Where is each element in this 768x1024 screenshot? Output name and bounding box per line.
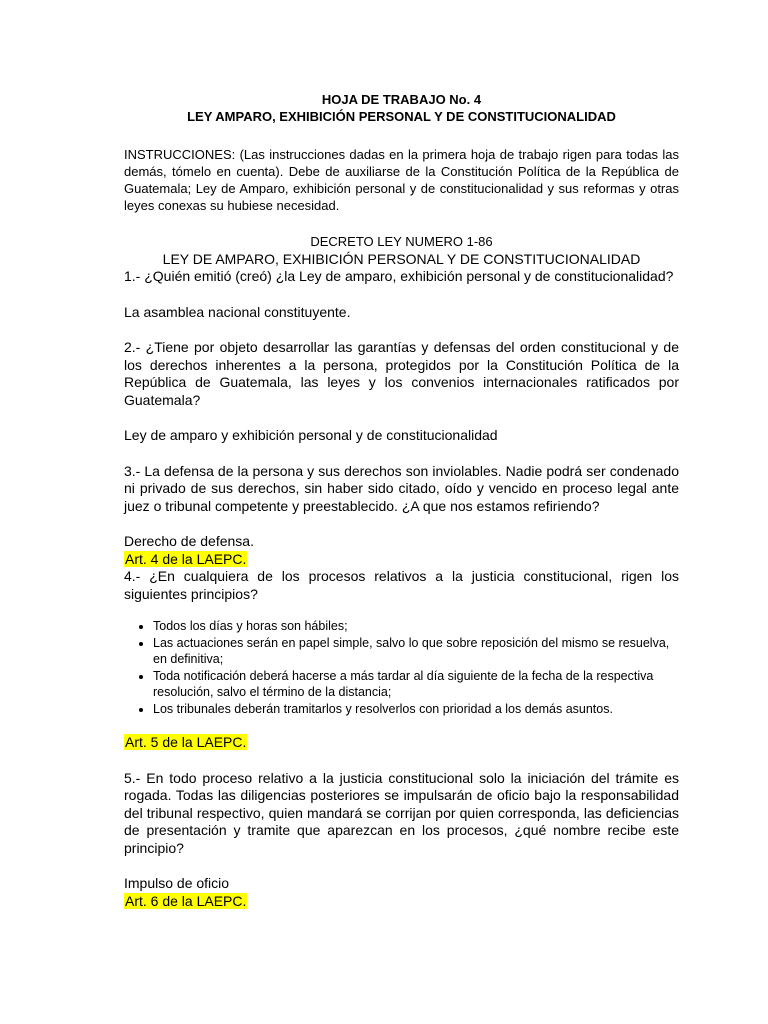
answer-2: Ley de amparo y exhibición personal y de constitucionalidad xyxy=(124,427,498,443)
reference-3 xyxy=(124,551,679,569)
reference-4 xyxy=(124,734,679,752)
answer-1: La asamblea nacional constituyente. xyxy=(124,303,351,320)
list-item: • Las actuaciones serán en papel simple, salvo lo que sobre reposición del mismo se resuelva, en definitiva; xyxy=(153,635,679,668)
answer-3: Derecho de defensa. xyxy=(124,533,254,549)
question-3: 3.- La defensa de la persona y sus derechos son inviolables. Nadie podrá ser condenado ni privado de sus derechos, sin haber sido citado, oído y vencido en proceso legal ante juez o tribunal competente y preestablecido. ¿A que nos estamos refiriendo? xyxy=(124,462,679,514)
decree-law-name: LEY DE AMPARO, EXHIBICIÓN PERSONAL Y DE CONSTITUCIONALIDAD xyxy=(162,251,641,267)
list-item: • Toda notificación deberá hacerse a más tardar al día siguiente de la fecha de la respectiva resolución, salvo el término de la distancia; xyxy=(153,668,679,701)
question-4: 4.- ¿En cualquiera de los procesos relativos a la justicia constitucional, rigen los siguientes principios? xyxy=(124,568,679,602)
question-2: 2.- ¿Tiene por objeto desarrollar las garantías y defensas del orden constitucional y de los derechos inherentes a la persona, protegidos por la Constitución Política de la República de Guatemala, las leyes y los convenios internacionales ratificados por Guatemala? xyxy=(124,339,679,408)
principles-list xyxy=(124,618,679,717)
highlighted-reference: Art. 5 de la LAEPC. xyxy=(125,734,247,750)
decree-number: DECRETO LEY NUMERO 1-86 xyxy=(310,234,493,249)
document-body xyxy=(124,91,679,910)
question-1: 1.- ¿Quién emitió (creó) ¿la Ley de amparo, exhibición personal y de constitucionalidad? xyxy=(124,268,674,284)
answer-5: Impulso de oficio xyxy=(124,875,230,891)
instructions-paragraph: INSTRUCCIONES: (Las instrucciones dadas en la primera hoja de trabajo rigen para todas las demás, tómelo en cuenta). Debe de auxiliarse de la Constitución Política de la República de Guatemala; Ley de Amparo, exhibición personal y de constitucionalidad y sus reformas y otras leyes conexas su hubiese necesidad. xyxy=(124,147,679,213)
list-item: • Todos los días y horas son hábiles; xyxy=(153,618,679,635)
reference-5 xyxy=(124,893,679,911)
list-item: • Los tribunales deberán tramitarlos y resolverlos con prioridad a los demás asuntos. xyxy=(153,701,679,718)
question-5: 5.- En todo proceso relativo a la justicia constitucional solo la iniciación del trámite es rogada. Todas las diligencias posteriores se impulsarán de oficio bajo la responsabilidad del tribunal respectivo, quien mandará se corrijan por quien corresponda, las deficiencias de presentación y tramite que aparezcan en los procesos, ¿qué nombre recibe este principio? xyxy=(124,769,679,856)
highlighted-reference: Art. 6 de la LAEPC. xyxy=(125,892,247,909)
worksheet-subtitle: LEY AMPARO, EXHIBICIÓN PERSONAL Y DE CONSTITUCIONALIDAD xyxy=(187,109,616,124)
highlighted-reference: Art. 4 de la LAEPC. xyxy=(125,550,247,567)
worksheet-title: HOJA DE TRABAJO No. 4 xyxy=(321,92,482,107)
